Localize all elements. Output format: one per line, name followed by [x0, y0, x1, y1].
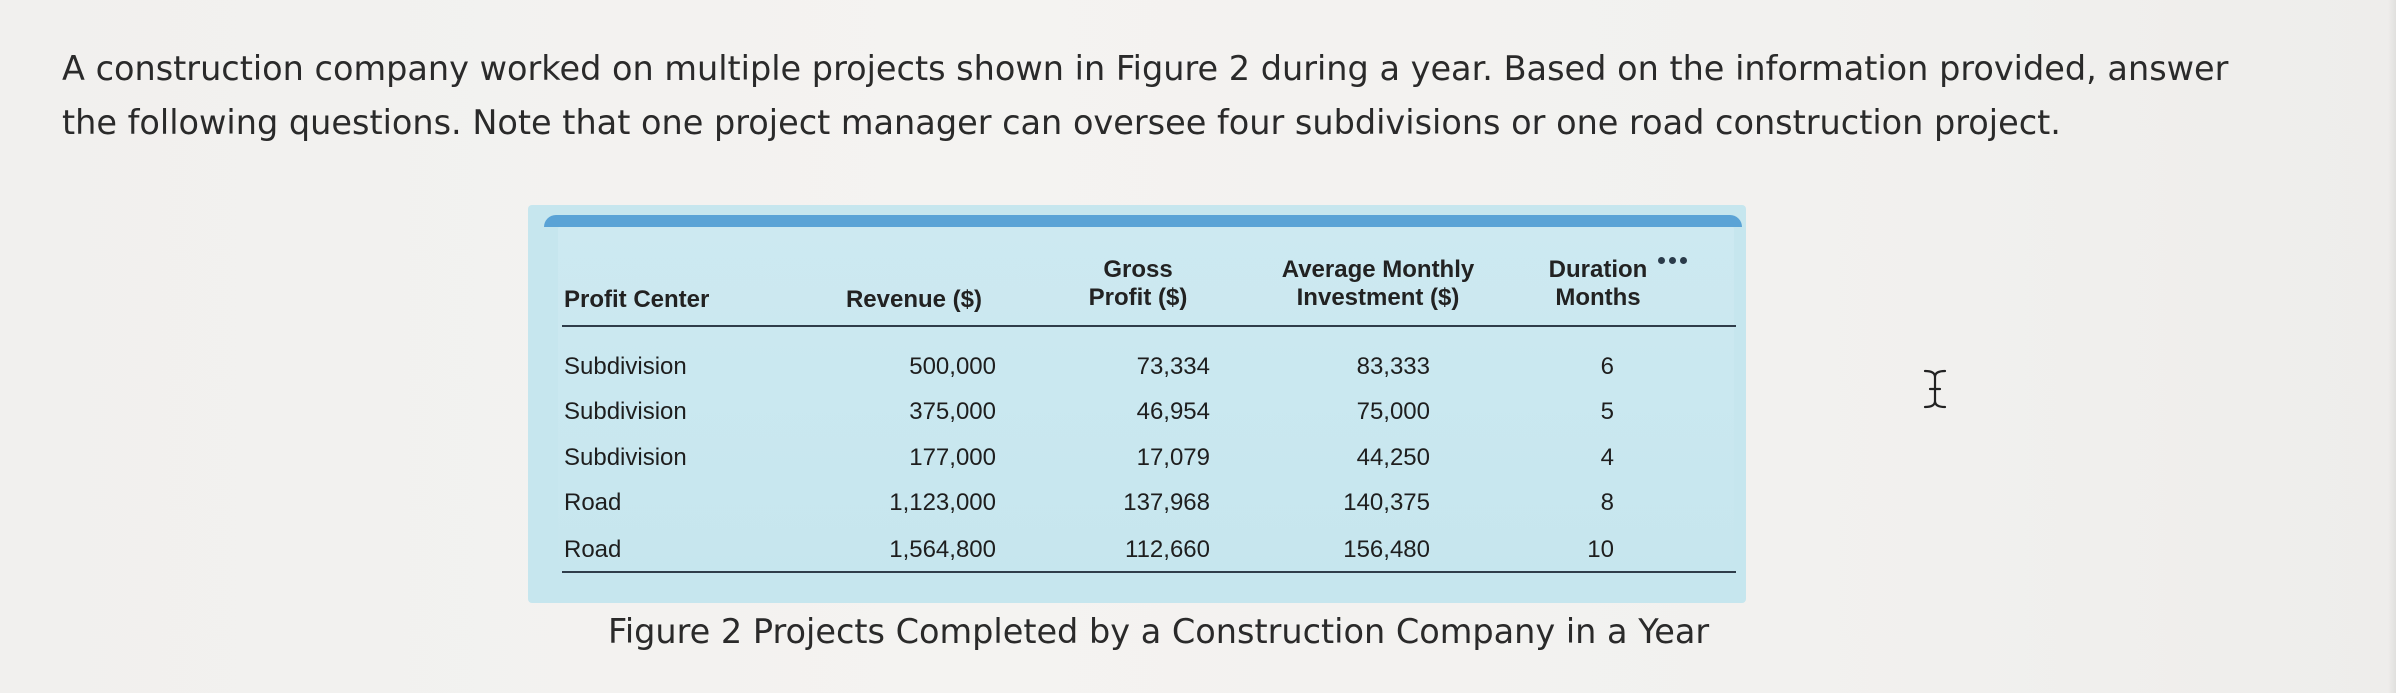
cell-avg-investment: 156,480 — [1343, 536, 1430, 563]
cell-gross-profit: 46,954 — [1136, 398, 1210, 425]
page-edge-shadow — [2388, 0, 2396, 693]
header-profit-center: Profit Center — [564, 286, 710, 313]
header-gross-profit-line2: Profit ($) — [1088, 284, 1188, 311]
header-gross-profit-line1: Gross — [1103, 256, 1173, 283]
cell-gross-profit: 73,334 — [1136, 353, 1210, 380]
cell-avg-investment: 75,000 — [1356, 398, 1430, 425]
cell-duration: 5 — [1600, 398, 1614, 425]
cell-profit-center: Subdivision — [564, 353, 687, 380]
header-duration-line2: Months — [1555, 284, 1641, 311]
header-avg-investment-line1: Average Monthly — [1281, 256, 1475, 283]
question-prompt — [62, 42, 2262, 150]
cell-gross-profit: 17,079 — [1136, 444, 1210, 471]
cell-revenue: 1,123,000 — [889, 489, 996, 516]
cell-gross-profit: 112,660 — [1125, 536, 1210, 563]
header-avg-investment-line2: Investment ($) — [1296, 284, 1460, 311]
cell-profit-center: Subdivision — [564, 398, 687, 425]
cell-avg-investment: 44,250 — [1356, 444, 1430, 471]
figure-2-table-image — [528, 205, 1746, 603]
cell-profit-center: Road — [564, 489, 622, 516]
cell-revenue: 1,564,800 — [889, 536, 996, 563]
cell-duration: 8 — [1600, 489, 1614, 516]
cell-revenue: 375,000 — [909, 398, 996, 425]
cell-duration: 4 — [1600, 444, 1614, 471]
text-cursor-icon — [1920, 366, 1950, 412]
header-revenue: Revenue ($) — [845, 286, 983, 313]
prompt-line-1: A construction company worked on multiple projects shown in Figure 2 during a year. Based on the information provided, answer — [62, 49, 2229, 88]
prompt-line-2: the following questions. Note that one project manager can oversee four subdivisions or one road construction project. — [62, 103, 2061, 142]
cell-duration: 10 — [1587, 536, 1614, 563]
header-rule — [562, 325, 1736, 327]
figure-top-bar — [544, 215, 1742, 227]
figure-caption: Figure 2 Projects Completed by a Construction Company in a Year — [608, 612, 1710, 651]
cell-gross-profit: 137,968 — [1123, 489, 1210, 516]
cell-duration: 6 — [1600, 353, 1614, 380]
cell-avg-investment: 83,333 — [1356, 353, 1430, 380]
cell-avg-investment: 140,375 — [1343, 489, 1430, 516]
cell-revenue: 500,000 — [909, 353, 996, 380]
footer-rule — [562, 571, 1736, 573]
header-duration-line1: Duration — [1548, 256, 1648, 283]
cell-profit-center: Subdivision — [564, 444, 687, 471]
cell-profit-center: Road — [564, 536, 622, 563]
cell-revenue: 177,000 — [909, 444, 996, 471]
